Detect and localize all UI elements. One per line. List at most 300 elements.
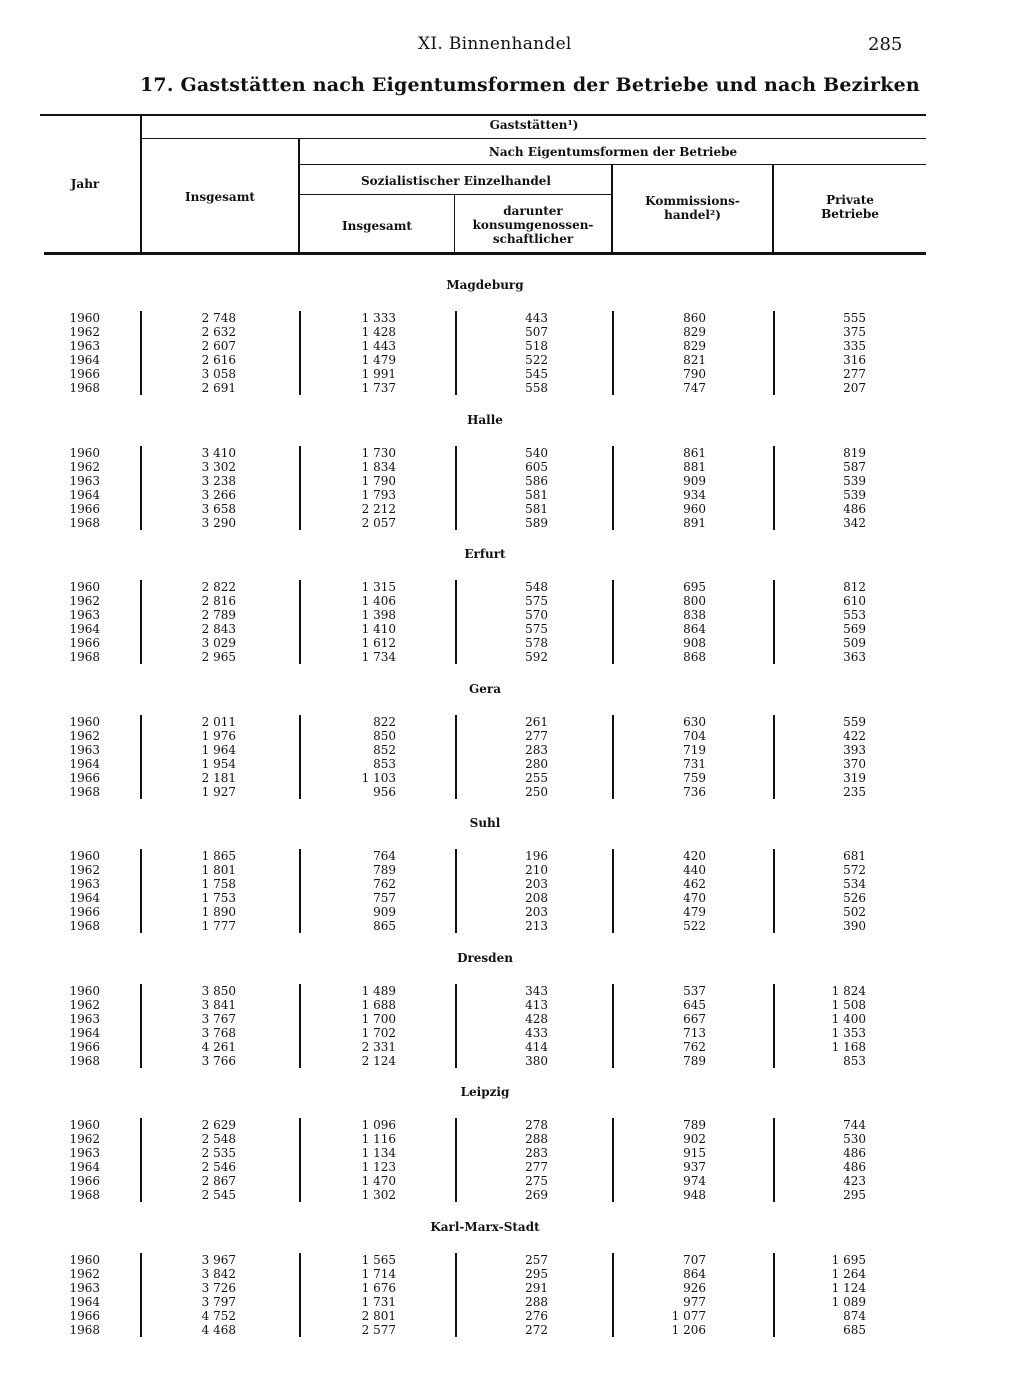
cell-privat: 207: [843, 381, 866, 395]
cell-darunter: 203: [525, 905, 548, 919]
cell-soz: 762: [373, 877, 396, 891]
table-row: [0, 919, 1024, 933]
table-row: [0, 1309, 1024, 1323]
cell-kommission: 790: [683, 367, 706, 381]
table-row: [0, 1323, 1024, 1337]
cell-soz: 1 702: [361, 1026, 396, 1040]
table-row: [0, 785, 1024, 799]
cell-soz: 1 479: [361, 353, 396, 367]
cell-jahr: 1968: [69, 650, 100, 664]
table-row: [0, 325, 1024, 339]
col-header-darunter-3: schaftlicher: [492, 232, 574, 246]
cell-kommission: 861: [683, 446, 706, 460]
cell-jahr: 1964: [69, 353, 100, 367]
cell-privat: 744: [843, 1118, 866, 1132]
cell-privat: 1 508: [831, 998, 866, 1012]
cell-jahr: 1960: [69, 715, 100, 729]
cell-privat: 335: [843, 339, 866, 353]
cell-soz: 1 443: [361, 339, 396, 353]
table-row: [0, 474, 1024, 488]
cell-privat: 559: [843, 715, 866, 729]
cell-kommission: 838: [683, 608, 706, 622]
table-row: [0, 650, 1024, 664]
table-row: [0, 715, 1024, 729]
cell-soz: 2 577: [361, 1323, 396, 1337]
cell-privat: 502: [843, 905, 866, 919]
cell-jahr: 1968: [69, 516, 100, 530]
bezirk-heading: Magdeburg: [446, 278, 524, 292]
table-row: [0, 743, 1024, 757]
cell-jahr: 1960: [69, 311, 100, 325]
cell-insgesamt: 1 976: [201, 729, 236, 743]
cell-darunter: 575: [525, 622, 548, 636]
header-top-rule: [40, 114, 926, 116]
cell-privat: 316: [843, 353, 866, 367]
col-header-darunter-2: konsumgenossen-: [472, 218, 594, 232]
cell-insgesamt: 3 850: [201, 984, 236, 998]
cell-jahr: 1964: [69, 622, 100, 636]
cell-darunter: 581: [525, 488, 548, 502]
col-header-eigentumsformen: Nach Eigentumsformen der Betriebe: [488, 145, 738, 159]
cell-kommission: 713: [683, 1026, 706, 1040]
cell-privat: 375: [843, 325, 866, 339]
cell-darunter: 592: [525, 650, 548, 664]
cell-darunter: 545: [525, 367, 548, 381]
cell-soz: 822: [373, 715, 396, 729]
cell-jahr: 1966: [69, 771, 100, 785]
cell-kommission: 462: [683, 877, 706, 891]
cell-privat: 370: [843, 757, 866, 771]
cell-insgesamt: 4 468: [201, 1323, 236, 1337]
cell-privat: 1 353: [831, 1026, 866, 1040]
table-row: [0, 757, 1024, 771]
col-header-jahr: Jahr: [70, 177, 100, 191]
table-row: [0, 622, 1024, 636]
cell-jahr: 1963: [69, 877, 100, 891]
cell-insgesamt: 1 890: [201, 905, 236, 919]
cell-soz: 956: [373, 785, 396, 799]
cell-privat: 1 264: [831, 1267, 866, 1281]
cell-jahr: 1966: [69, 1040, 100, 1054]
cell-kommission: 789: [683, 1054, 706, 1068]
cell-darunter: 413: [525, 998, 548, 1012]
cell-darunter: 518: [525, 339, 548, 353]
cell-insgesamt: 1 801: [201, 863, 236, 877]
col-header-private-1: Private: [826, 193, 874, 207]
cell-privat: 486: [843, 1146, 866, 1160]
cell-insgesamt: 3 726: [201, 1281, 236, 1295]
cell-soz: 1 315: [361, 580, 396, 594]
cell-insgesamt: 4 752: [201, 1309, 236, 1323]
cell-insgesamt: 3 658: [201, 502, 236, 516]
table-row: [0, 905, 1024, 919]
cell-darunter: 295: [525, 1267, 548, 1281]
cell-kommission: 645: [683, 998, 706, 1012]
cell-privat: 569: [843, 622, 866, 636]
table-row: [0, 608, 1024, 622]
cell-darunter: 428: [525, 1012, 548, 1026]
cell-jahr: 1964: [69, 891, 100, 905]
col-header-sozialistischer-einzelhandel: Sozialistischer Einzelhandel: [361, 174, 551, 188]
cell-jahr: 1963: [69, 474, 100, 488]
cell-soz: 1 428: [361, 325, 396, 339]
cell-darunter: 276: [525, 1309, 548, 1323]
cell-darunter: 586: [525, 474, 548, 488]
cell-darunter: 540: [525, 446, 548, 460]
table-row: [0, 502, 1024, 516]
cell-privat: 539: [843, 488, 866, 502]
cell-darunter: 255: [525, 771, 548, 785]
cell-privat: 277: [843, 367, 866, 381]
cell-insgesamt: 1 954: [201, 757, 236, 771]
cell-jahr: 1968: [69, 785, 100, 799]
cell-darunter: 277: [525, 729, 548, 743]
table-row: [0, 446, 1024, 460]
cell-privat: 509: [843, 636, 866, 650]
cell-kommission: 707: [683, 1253, 706, 1267]
cell-privat: 1 089: [831, 1295, 866, 1309]
cell-privat: 553: [843, 608, 866, 622]
table-row: [0, 516, 1024, 530]
table-row: [0, 353, 1024, 367]
cell-kommission: 977: [683, 1295, 706, 1309]
cell-privat: 539: [843, 474, 866, 488]
bezirk-block: [0, 984, 1024, 1068]
cell-insgesamt: 1 865: [201, 849, 236, 863]
table-row: [0, 1132, 1024, 1146]
cell-darunter: 558: [525, 381, 548, 395]
table-row: [0, 636, 1024, 650]
cell-soz: 1 406: [361, 594, 396, 608]
cell-privat: 874: [843, 1309, 866, 1323]
table-row: [0, 488, 1024, 502]
table-row: [0, 367, 1024, 381]
cell-kommission: 695: [683, 580, 706, 594]
cell-soz: 1 793: [361, 488, 396, 502]
cell-darunter: 288: [525, 1295, 548, 1309]
cell-jahr: 1968: [69, 919, 100, 933]
cell-darunter: 570: [525, 608, 548, 622]
cell-kommission: 704: [683, 729, 706, 743]
cell-soz: 757: [373, 891, 396, 905]
cell-soz: 1 731: [361, 1295, 396, 1309]
bezirk-block: [0, 446, 1024, 530]
cell-darunter: 203: [525, 877, 548, 891]
bezirk-block: [0, 1118, 1024, 1202]
cell-soz: 1 991: [361, 367, 396, 381]
cell-darunter: 575: [525, 594, 548, 608]
cell-darunter: 433: [525, 1026, 548, 1040]
cell-insgesamt: 2 616: [201, 353, 236, 367]
cell-kommission: 915: [683, 1146, 706, 1160]
cell-soz: 1 612: [361, 636, 396, 650]
cell-kommission: 926: [683, 1281, 706, 1295]
cell-darunter: 250: [525, 785, 548, 799]
cell-kommission: 881: [683, 460, 706, 474]
cell-privat: 572: [843, 863, 866, 877]
cell-jahr: 1963: [69, 1281, 100, 1295]
cell-kommission: 759: [683, 771, 706, 785]
col-header-soz-insgesamt: Insgesamt: [342, 219, 412, 233]
cell-darunter: 283: [525, 1146, 548, 1160]
cell-jahr: 1963: [69, 1146, 100, 1160]
cell-soz: 1 123: [361, 1160, 396, 1174]
cell-kommission: 747: [683, 381, 706, 395]
cell-insgesamt: 2 181: [201, 771, 236, 785]
header-vline-jahr: [140, 116, 142, 254]
header-rule-gaststaetten: [142, 138, 926, 139]
col-header-kommissions-2: handel²): [664, 208, 721, 222]
cell-jahr: 1964: [69, 1160, 100, 1174]
cell-soz: 1 714: [361, 1267, 396, 1281]
bezirk-block: [0, 580, 1024, 664]
table-row: [0, 998, 1024, 1012]
cell-kommission: 864: [683, 622, 706, 636]
cell-soz: 2 801: [361, 1309, 396, 1323]
cell-kommission: 868: [683, 650, 706, 664]
cell-insgesamt: 3 029: [201, 636, 236, 650]
cell-kommission: 891: [683, 516, 706, 530]
table-row: [0, 1040, 1024, 1054]
cell-jahr: 1968: [69, 1323, 100, 1337]
cell-insgesamt: 3 266: [201, 488, 236, 502]
cell-privat: 819: [843, 446, 866, 460]
cell-darunter: 280: [525, 757, 548, 771]
cell-kommission: 736: [683, 785, 706, 799]
cell-jahr: 1962: [69, 863, 100, 877]
cell-kommission: 908: [683, 636, 706, 650]
col-header-darunter-1: darunter: [503, 204, 563, 218]
cell-privat: 681: [843, 849, 866, 863]
cell-kommission: 522: [683, 919, 706, 933]
cell-kommission: 719: [683, 743, 706, 757]
cell-kommission: 762: [683, 1040, 706, 1054]
cell-insgesamt: 4 261: [201, 1040, 236, 1054]
cell-jahr: 1966: [69, 636, 100, 650]
cell-soz: 1 134: [361, 1146, 396, 1160]
cell-soz: 1 734: [361, 650, 396, 664]
table-row: [0, 1054, 1024, 1068]
cell-privat: 1 824: [831, 984, 866, 998]
cell-insgesamt: 1 753: [201, 891, 236, 905]
cell-kommission: 974: [683, 1174, 706, 1188]
table-row: [0, 381, 1024, 395]
running-header: [0, 34, 1024, 58]
bezirk-heading: Erfurt: [464, 547, 506, 561]
cell-darunter: 257: [525, 1253, 548, 1267]
bezirk-heading: Halle: [467, 413, 503, 427]
cell-darunter: 380: [525, 1054, 548, 1068]
cell-kommission: 821: [683, 353, 706, 367]
cell-jahr: 1966: [69, 367, 100, 381]
cell-insgesamt: 2 632: [201, 325, 236, 339]
table-row: [0, 771, 1024, 785]
cell-darunter: 414: [525, 1040, 548, 1054]
cell-privat: 235: [843, 785, 866, 799]
cell-insgesamt: 2 789: [201, 608, 236, 622]
cell-jahr: 1962: [69, 1267, 100, 1281]
cell-jahr: 1960: [69, 1118, 100, 1132]
cell-insgesamt: 3 238: [201, 474, 236, 488]
cell-jahr: 1960: [69, 984, 100, 998]
cell-soz: 1 700: [361, 1012, 396, 1026]
cell-darunter: 578: [525, 636, 548, 650]
cell-kommission: 420: [683, 849, 706, 863]
cell-privat: 422: [843, 729, 866, 743]
table-row: [0, 863, 1024, 877]
cell-kommission: 1 077: [671, 1309, 706, 1323]
cell-kommission: 960: [683, 502, 706, 516]
cell-privat: 587: [843, 460, 866, 474]
table-row: [0, 1267, 1024, 1281]
cell-insgesamt: 3 797: [201, 1295, 236, 1309]
cell-jahr: 1962: [69, 998, 100, 1012]
cell-privat: 555: [843, 311, 866, 325]
cell-insgesamt: 3 842: [201, 1267, 236, 1281]
cell-privat: 486: [843, 502, 866, 516]
bezirk-block: [0, 311, 1024, 395]
cell-darunter: 272: [525, 1323, 548, 1337]
table-row: [0, 1253, 1024, 1267]
cell-insgesamt: 3 841: [201, 998, 236, 1012]
cell-kommission: 630: [683, 715, 706, 729]
table-row: [0, 849, 1024, 863]
cell-darunter: 283: [525, 743, 548, 757]
cell-kommission: 537: [683, 984, 706, 998]
cell-jahr: 1964: [69, 757, 100, 771]
cell-kommission: 829: [683, 325, 706, 339]
cell-jahr: 1962: [69, 729, 100, 743]
cell-jahr: 1962: [69, 460, 100, 474]
bezirk-heading: Gera: [469, 682, 501, 696]
cell-insgesamt: 3 410: [201, 446, 236, 460]
cell-insgesamt: 3 967: [201, 1253, 236, 1267]
cell-privat: 610: [843, 594, 866, 608]
cell-jahr: 1966: [69, 502, 100, 516]
cell-jahr: 1966: [69, 905, 100, 919]
header-rule-eigentum: [300, 164, 926, 165]
cell-soz: 1 790: [361, 474, 396, 488]
cell-kommission: 948: [683, 1188, 706, 1202]
table-title: 17. Gaststätten nach Eigentumsformen der Betriebe und nach Bezirken: [140, 74, 920, 96]
table-row: [0, 339, 1024, 353]
cell-jahr: 1964: [69, 488, 100, 502]
cell-privat: 1 400: [831, 1012, 866, 1026]
cell-jahr: 1963: [69, 1012, 100, 1026]
bezirk-block: [0, 1253, 1024, 1337]
cell-privat: 342: [843, 516, 866, 530]
cell-darunter: 269: [525, 1188, 548, 1202]
cell-privat: 534: [843, 877, 866, 891]
cell-jahr: 1968: [69, 1188, 100, 1202]
cell-kommission: 902: [683, 1132, 706, 1146]
cell-kommission: 440: [683, 863, 706, 877]
cell-darunter: 278: [525, 1118, 548, 1132]
cell-soz: 2 331: [361, 1040, 396, 1054]
cell-kommission: 470: [683, 891, 706, 905]
cell-jahr: 1963: [69, 608, 100, 622]
cell-soz: 1 834: [361, 460, 396, 474]
cell-kommission: 731: [683, 757, 706, 771]
table-row: [0, 580, 1024, 594]
cell-soz: 1 676: [361, 1281, 396, 1295]
cell-jahr: 1964: [69, 1295, 100, 1309]
header-rule-sozial: [300, 194, 612, 195]
cell-kommission: 800: [683, 594, 706, 608]
col-header-gaststaetten: Gaststätten¹): [489, 118, 579, 132]
cell-insgesamt: 3 768: [201, 1026, 236, 1040]
table-row: [0, 1188, 1024, 1202]
cell-darunter: 522: [525, 353, 548, 367]
cell-soz: 865: [373, 919, 396, 933]
col-header-kommissions-1: Kommissions-: [645, 194, 740, 208]
cell-insgesamt: 2 748: [201, 311, 236, 325]
cell-insgesamt: 2 867: [201, 1174, 236, 1188]
table-row: [0, 311, 1024, 325]
cell-darunter: 213: [525, 919, 548, 933]
table-row: [0, 1026, 1024, 1040]
cell-soz: 1 737: [361, 381, 396, 395]
cell-jahr: 1966: [69, 1309, 100, 1323]
table-row: [0, 891, 1024, 905]
cell-privat: 1 124: [831, 1281, 866, 1295]
cell-insgesamt: 2 546: [201, 1160, 236, 1174]
cell-soz: 2 124: [361, 1054, 396, 1068]
cell-privat: 853: [843, 1054, 866, 1068]
cell-soz: 852: [373, 743, 396, 757]
bezirk-heading: Karl-Marx-Stadt: [430, 1220, 540, 1234]
cell-jahr: 1962: [69, 1132, 100, 1146]
cell-privat: 526: [843, 891, 866, 905]
cell-insgesamt: 3 767: [201, 1012, 236, 1026]
cell-kommission: 789: [683, 1118, 706, 1132]
col-header-insgesamt: Insgesamt: [185, 190, 255, 204]
cell-privat: 423: [843, 1174, 866, 1188]
cell-privat: 319: [843, 771, 866, 785]
cell-jahr: 1962: [69, 325, 100, 339]
cell-soz: 764: [373, 849, 396, 863]
cell-darunter: 196: [525, 849, 548, 863]
cell-darunter: 208: [525, 891, 548, 905]
table-row: [0, 594, 1024, 608]
cell-insgesamt: 2 535: [201, 1146, 236, 1160]
cell-insgesamt: 2 629: [201, 1118, 236, 1132]
cell-darunter: 275: [525, 1174, 548, 1188]
cell-privat: 1 168: [831, 1040, 866, 1054]
table-row: [0, 877, 1024, 891]
cell-soz: 1 302: [361, 1188, 396, 1202]
cell-insgesamt: 1 758: [201, 877, 236, 891]
cell-privat: 295: [843, 1188, 866, 1202]
cell-darunter: 288: [525, 1132, 548, 1146]
cell-soz: 1 470: [361, 1174, 396, 1188]
cell-darunter: 605: [525, 460, 548, 474]
cell-jahr: 1962: [69, 594, 100, 608]
cell-darunter: 277: [525, 1160, 548, 1174]
cell-darunter: 261: [525, 715, 548, 729]
cell-soz: 2 212: [361, 502, 396, 516]
cell-insgesamt: 3 302: [201, 460, 236, 474]
cell-jahr: 1968: [69, 1054, 100, 1068]
bezirk-block: [0, 715, 1024, 799]
cell-darunter: 291: [525, 1281, 548, 1295]
table-row: [0, 1012, 1024, 1026]
cell-insgesamt: 2 843: [201, 622, 236, 636]
cell-privat: 530: [843, 1132, 866, 1146]
cell-insgesamt: 3 290: [201, 516, 236, 530]
bezirk-block: [0, 849, 1024, 933]
cell-privat: 363: [843, 650, 866, 664]
